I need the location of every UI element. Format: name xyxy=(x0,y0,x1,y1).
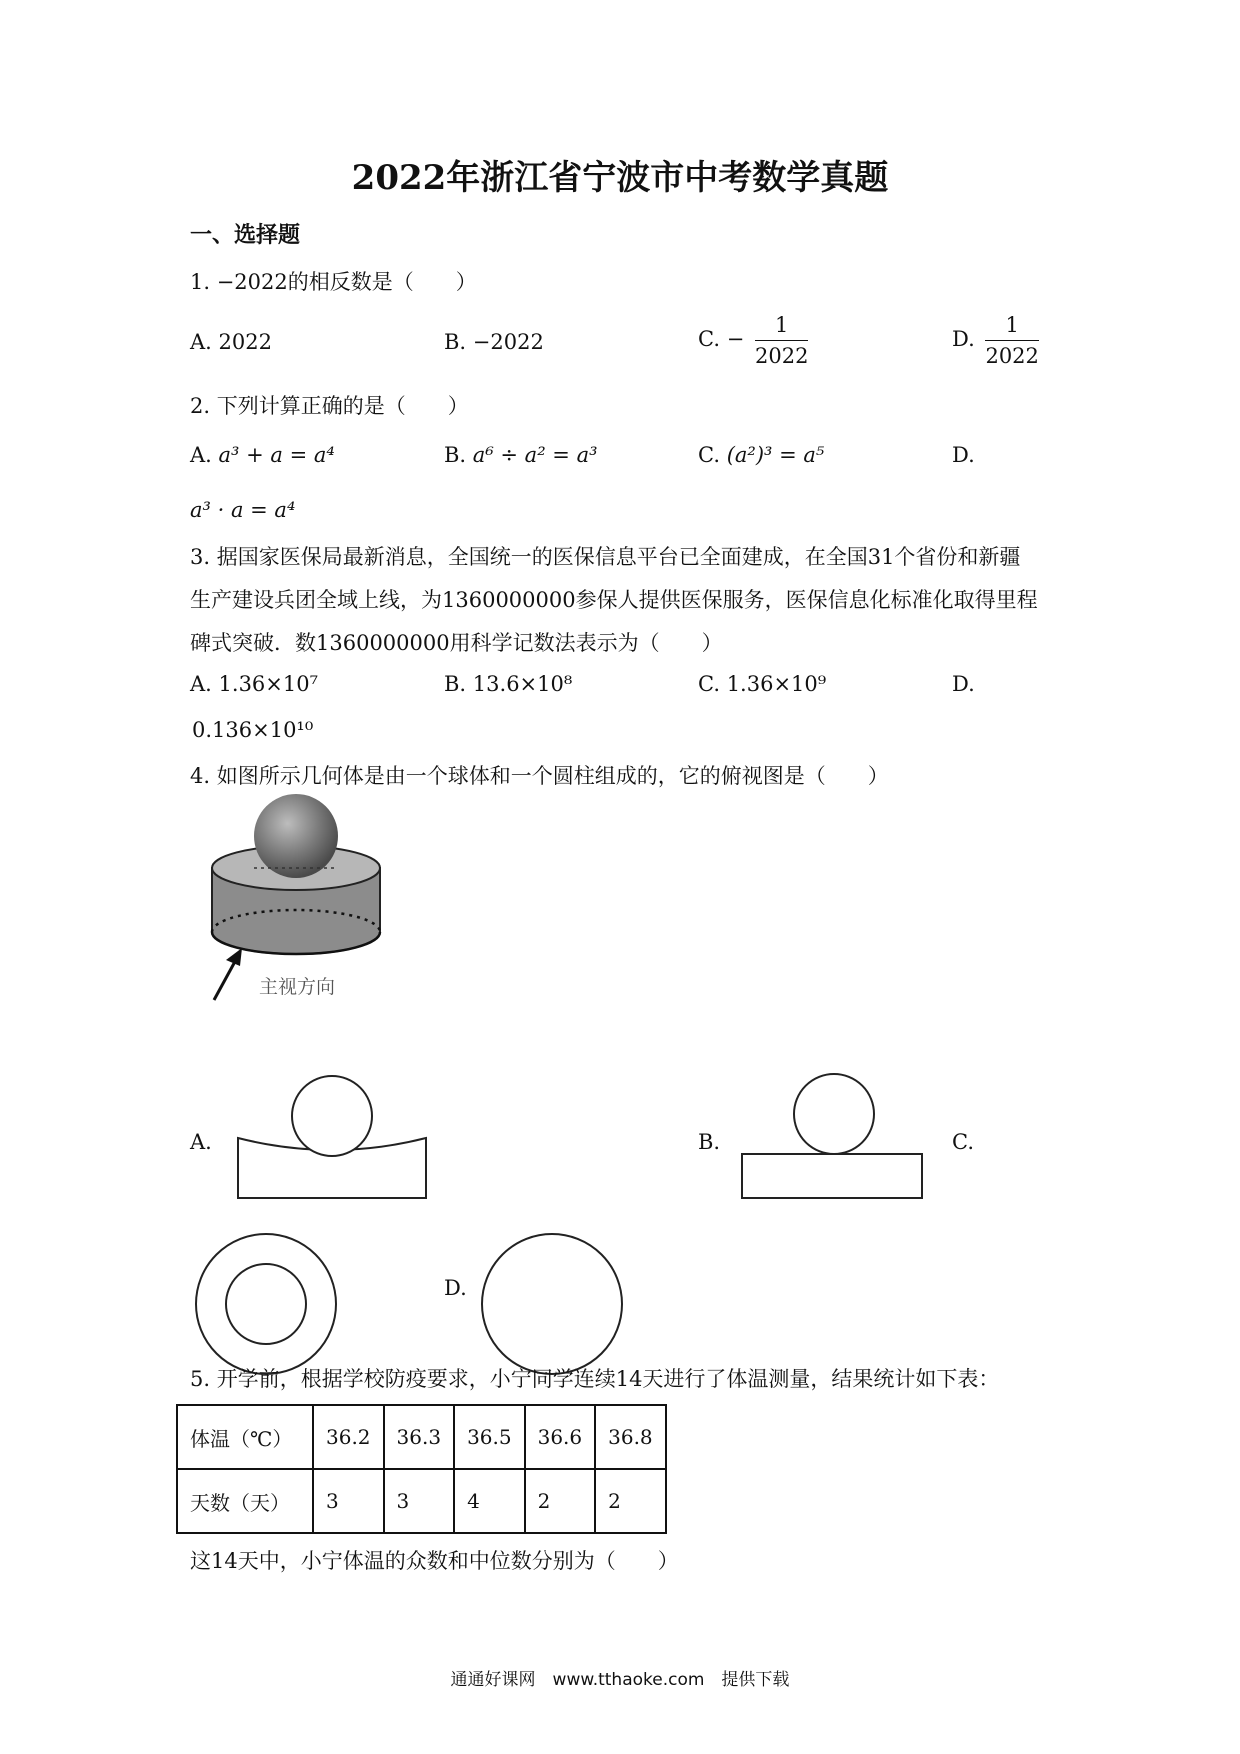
inner-circle xyxy=(226,1264,306,1344)
table-cell: 2 xyxy=(595,1469,666,1533)
q2-option-d-label: D. xyxy=(952,443,975,467)
table-row xyxy=(177,1405,666,1469)
q4-option-a-figure xyxy=(236,1076,436,1202)
table-cell: 3 xyxy=(313,1469,384,1533)
q3-option-b-label: B. xyxy=(444,672,467,696)
q4-option-d-label: D. xyxy=(444,1276,467,1300)
footer-watermark: 通通好课网 www.tthaoke.com 提供下载 xyxy=(450,1670,790,1690)
sphere xyxy=(254,794,338,878)
q1-option-c-sign: − xyxy=(726,327,745,351)
temperature-table xyxy=(176,1404,667,1534)
q4-option-b-figure xyxy=(740,1074,930,1200)
q3-option-c-expression: 1.36×10⁹ xyxy=(726,672,827,696)
figure-caption: 主视方向 xyxy=(259,976,336,998)
question-2-stem: 2. 下列计算正确的是（ ） xyxy=(190,394,469,418)
single-circle xyxy=(482,1234,622,1374)
q2-option-c-expression: (a²)³ = a⁵ xyxy=(726,443,825,467)
question-5-stem: 5. 开学前，根据学校防疫要求，小宁同学连续14天进行了体温测量，结果统计如下表： xyxy=(190,1367,1000,1391)
q1-option-c-fraction xyxy=(755,310,808,371)
q3-option-d-label: D. xyxy=(952,672,975,696)
table-cell: 4 xyxy=(454,1469,525,1533)
q1-option-c xyxy=(698,310,808,371)
q4-option-a-label: A. xyxy=(190,1130,212,1154)
q3-option-b xyxy=(444,672,572,696)
table-cell: 3 xyxy=(384,1469,455,1533)
q1-option-c-label: C. xyxy=(698,327,720,351)
q3-option-c-label: C. xyxy=(698,672,720,696)
page-title: 2022年浙江省宁波市中考数学真题 xyxy=(351,158,889,198)
q1-option-d-numerator: 1 xyxy=(985,310,1038,341)
question-5-question: 这14天中，小宁体温的众数和中位数分别为（ ） xyxy=(190,1549,679,1573)
table-cell: 36.3 xyxy=(384,1405,455,1469)
q3-option-a-expression: 1.36×10⁷ xyxy=(218,672,319,696)
q1-option-a: A. 2022 xyxy=(190,330,272,354)
question-3-stem-line-3: 碑式突破．数1360000000用科学记数法表示为（ ） xyxy=(190,631,723,655)
arrow-head-icon xyxy=(226,948,242,966)
table-header-cell: 天数（天） xyxy=(177,1469,313,1533)
table-row xyxy=(177,1469,666,1533)
q4-option-b-label: B. xyxy=(698,1130,721,1154)
section-heading: 一、选择题 xyxy=(190,222,301,248)
q3-option-a xyxy=(190,672,318,696)
q2-option-a-label: A. xyxy=(190,443,212,467)
question-3-stem-line-1: 3. 据国家医保局最新消息，全国统一的医保信息平台已全面建成，在全国31个省份和新疆 xyxy=(190,545,1021,569)
q4-option-c-label: C. xyxy=(952,1130,974,1154)
table-cell: 36.6 xyxy=(525,1405,596,1469)
q3-option-d-expression: 0.136×10¹⁰ xyxy=(192,718,314,742)
q2-option-c-label: C. xyxy=(698,443,720,467)
q1-option-d-fraction xyxy=(985,310,1038,371)
rectangle-shape xyxy=(742,1154,922,1198)
q4-option-d-figure xyxy=(480,1232,630,1382)
q1-option-c-numerator: 1 xyxy=(755,310,808,341)
q3-option-b-expression: 13.6×10⁸ xyxy=(472,672,573,696)
q3-option-c xyxy=(698,672,826,696)
question-1-stem: 1. −2022的相反数是（ ） xyxy=(190,270,477,294)
circle-shape xyxy=(794,1074,874,1154)
q1-option-d-denominator: 2022 xyxy=(985,344,1039,368)
q4-option-c-figure xyxy=(194,1232,344,1382)
circle-shape xyxy=(292,1076,372,1156)
q2-option-b-label: B. xyxy=(444,443,467,467)
q2-option-b-expression: a⁶ ÷ a² = a³ xyxy=(472,443,598,467)
q2-option-a xyxy=(190,443,335,467)
q1-option-c-denominator: 2022 xyxy=(754,344,809,368)
q3-option-a-label: A. xyxy=(190,672,212,696)
q2-option-b xyxy=(444,443,598,467)
question-3-stem-line-2: 生产建设兵团全域上线，为1360000000参保人提供医保服务，医保信息化标准化取得里程 xyxy=(190,588,1038,612)
q1-option-d-label: D. xyxy=(952,327,975,351)
q2-option-a-expression: a³ + a = a⁴ xyxy=(218,443,335,467)
table-cell: 36.2 xyxy=(313,1405,384,1469)
q1-option-b: B. −2022 xyxy=(444,330,544,354)
table-cell: 2 xyxy=(525,1469,596,1533)
q2-option-d-expression: a³ · a = a⁴ xyxy=(190,498,296,522)
table-cell: 36.5 xyxy=(454,1405,525,1469)
outer-circle xyxy=(196,1234,336,1374)
table-header-cell: 体温（℃） xyxy=(177,1405,313,1469)
q1-option-d xyxy=(952,310,1039,371)
question-4-stem: 4. 如图所示几何体是由一个球体和一个圆柱组成的，它的俯视图是（ ） xyxy=(190,764,889,788)
q2-option-c xyxy=(698,443,824,467)
table-cell: 36.8 xyxy=(595,1405,666,1469)
